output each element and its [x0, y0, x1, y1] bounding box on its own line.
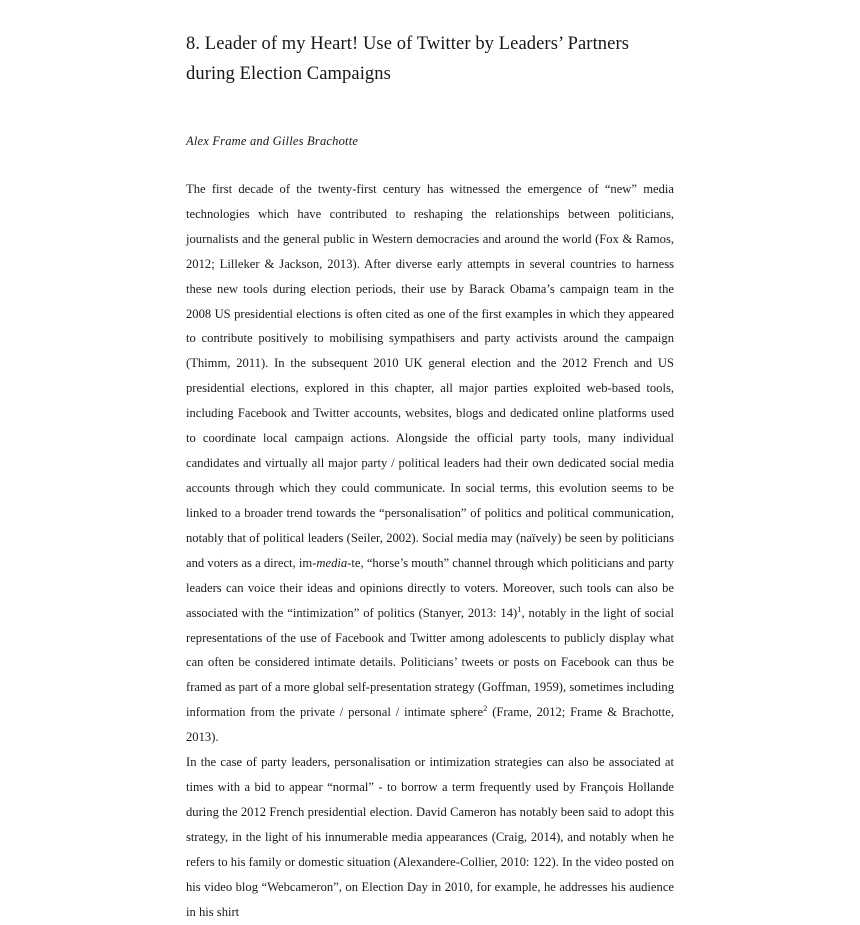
paragraph-two: In the case of party leaders, personalisation or intimization strategies can also be associated at times with a bid to appear “normal” - to borrow a term frequently used by François Hollande during the 2012 French presidential election. David Cameron has notably been said to adopt this strategy, in the light of his innumerable media appearances (Craig, 2014), and notably when he refers to his family or domestic situation (Alexandere-Collier, 2010: 122). In the video posted on his video blog “Webcameron”, on Election Day in 2010, for example, he addresses his audience in his shirt [186, 755, 674, 919]
paragraph-one-text-part-four: (Frame, 2012; Frame & Brachotte, 2013). [186, 705, 674, 745]
chapter-title: 8. Leader of my Heart! Use of Twitter by Leaders’ Partners during Election Campaigns [186, 34, 630, 84]
footnote-marker-one: 1 [517, 603, 522, 614]
paragraph-one-text-part-three: , notably in the light of social representations of the use of Facebook and Twitter among adolescents to publicly display what can often be considered intimate details. Politicians’ tweets or posts on Facebook can thus be framed as part of a more global self-presentation strategy (Goffman, 1959), sometimes including information from the private / personal / intimate sphere [186, 605, 675, 720]
paragraph-one-text-part-two: -te, “horse’s mouth” channel through which politicians and party leaders can voice their ideas and opinions directly to voters. Moreover, such tools can also be associated with the “intimization” of politics (Stanyer, 2013: 14) [186, 555, 674, 620]
paragraph-one [186, 177, 674, 750]
paragraph-one-text-part-one: The first decade of the twenty-first century has witnessed the emergence of “new” media technologies which have contributed to reshaping the relationships between politicians, journalists and the general public in Western democracies and around the world (Fox & Ramos, 2012; Lilleker & Jackson, 2013). After diverse early attempts in several countries to harness these new tools during election periods, their use by Barack Obama’s campaign team in the 2008 US presidential elections is often cited as one of the first examples in which they appeared to contribute positively to mobilising sympathisers and party activists around the campaign (Thimm, 2011). In the subsequent 2010 UK general election and the 2012 French and US presidential elections, explored in this chapter, all major parties exploited web-based tools, including Facebook and Twitter accounts, websites, blogs and dedicated online platforms used to coordinate local campaign actions. Alongside the official party tools, many individual candidates and virtually all major party / political leaders had their own dedicated social media accounts through which they could communicate. In social terms, this evolution seems to be linked to a broader trend towards the “personalisation” of politics and political communication, notably that of political leaders (Seiler, 2002). Social media may (naïvely) be seen by politicians and voters as a direct, im- [186, 181, 674, 570]
authors-byline: Alex Frame and Gilles Brachotte [186, 133, 359, 148]
paragraph-one-italic-term: media [316, 555, 348, 570]
footnote-marker-two: 2 [483, 703, 488, 714]
